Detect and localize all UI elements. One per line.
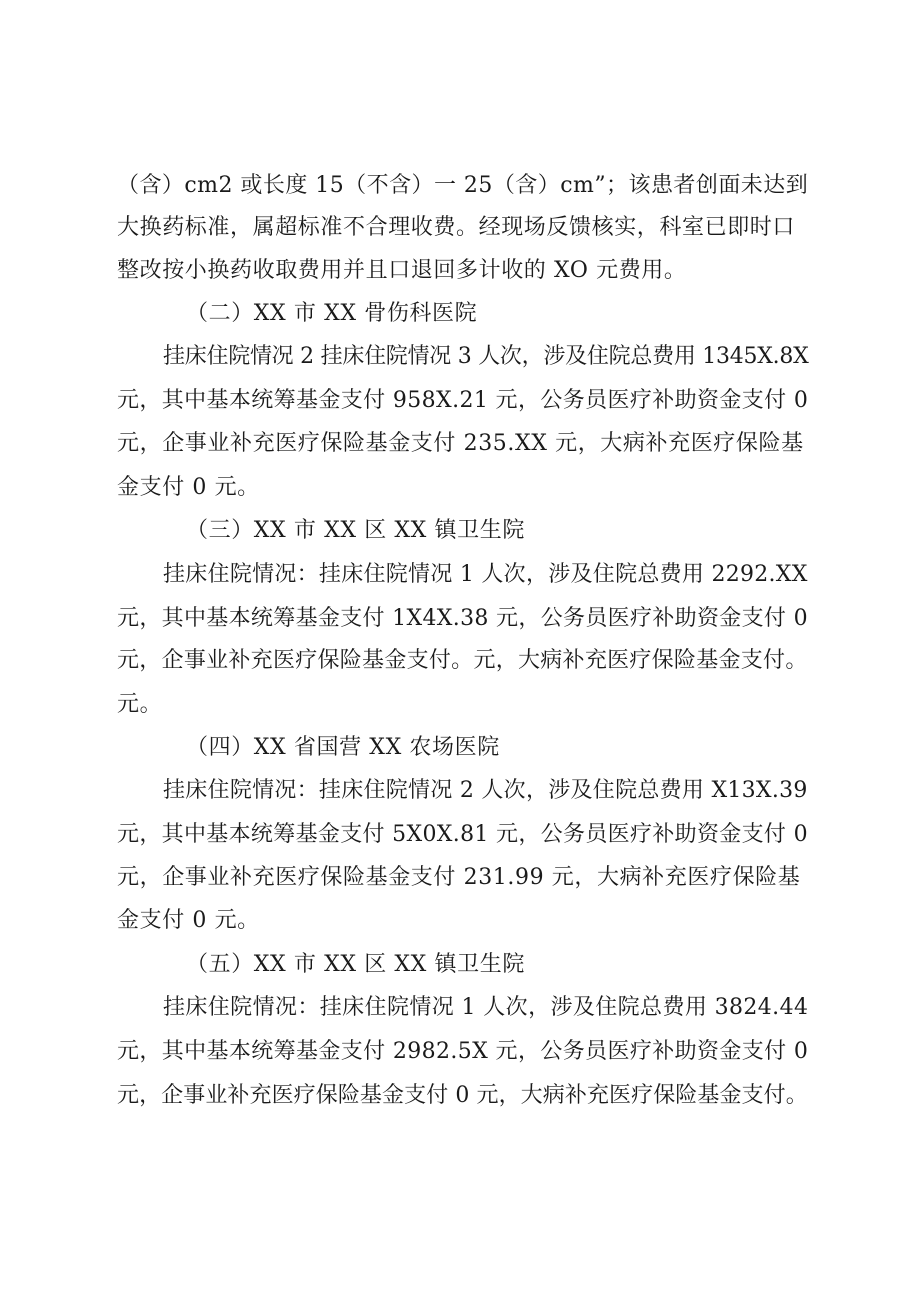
text-line-6: 元，其中基本统筹基金支付 958X.21 元，公务员医疗补助资金支付 0 [117,388,809,413]
text-line-11: 元，其中基本统筹基金支付 1X4X.38 元，公务员医疗补助资金支付 0 [117,606,808,631]
text-line-15: 挂床住院情况：挂床住院情况 2 人次，涉及住院总费用 X13X.39 [163,778,808,803]
text-line-8: 金支付 0 元。 [117,475,260,500]
text-line-3: 整改按小换药收取费用并且口退回多计收的 XO 元费用。 [117,258,687,283]
text-line-5: 挂床住院情况 2 挂床住院情况 3 人次，涉及住院总费用 1345X.8X [163,344,809,369]
text-line-13: 元。 [117,692,163,717]
section-heading-5: （五）XX 市 XX 区 XX 镇卫生院 [186,952,525,977]
text-line-10: 挂床住院情况：挂床住院情况 1 人次，涉及住院总费用 2292.XX [163,562,808,587]
text-line-20: 挂床住院情况：挂床住院情况 1 人次，涉及住院总费用 3824.44 [163,995,809,1020]
text-line-12: 元，企事业补充医疗保险基金支付。元，大病补充医疗保险基金支付。 [117,648,808,673]
text-line-22: 元，企事业补充医疗保险基金支付 0 元，大病补充医疗保险基金支付。 [117,1083,808,1108]
text-line-1: （含）cm2 或长度 15（不含）一 25（含）cm”；该患者创面未达到 [117,173,809,198]
text-line-16: 元，其中基本统筹基金支付 5X0X.81 元，公务员医疗补助资金支付 0 [117,822,808,847]
text-line-7: 元，企事业补充医疗保险基金支付 235.XX 元，大病补充医疗保险基 [117,431,804,456]
section-heading-3: （三）XX 市 XX 区 XX 镇卫生院 [186,518,525,543]
section-heading-4: （四）XX 省国营 XX 农场医院 [186,735,500,760]
section-heading-2: （二）XX 市 XX 骨伤科医院 [186,301,478,326]
text-line-17: 元，企事业补充医疗保险基金支付 231.99 元，大病补充医疗保险基 [117,865,801,890]
text-line-18: 金支付 0 元。 [117,908,260,933]
text-line-21: 元，其中基本统筹基金支付 2982.5X 元，公务员医疗补助资金支付 0 [117,1039,809,1064]
text-line-2: 大换药标准，属超标准不合理收费。经现场反馈核实，科室已即时口 [117,215,796,240]
